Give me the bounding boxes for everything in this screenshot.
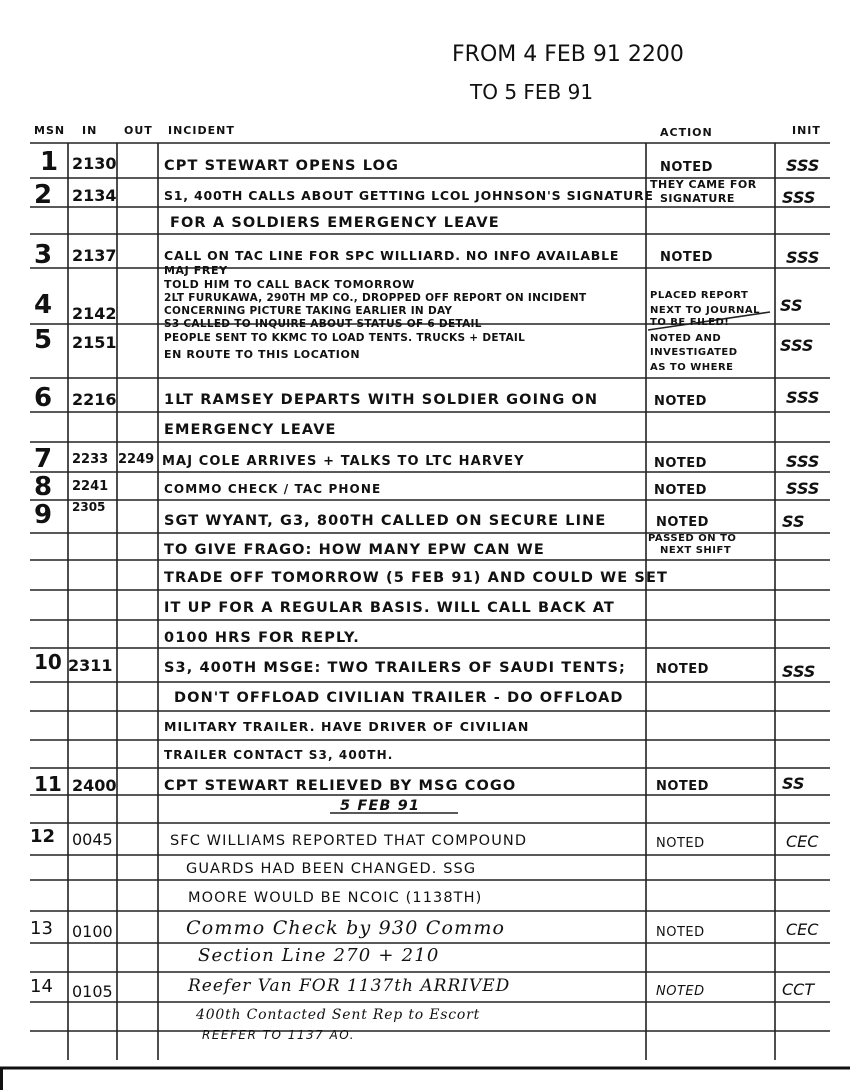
action-text: NOTED AND bbox=[650, 333, 722, 344]
row-number: 10 bbox=[34, 650, 62, 674]
initials: SSS bbox=[786, 479, 820, 498]
incident-text: EMERGENCY LEAVE bbox=[164, 422, 337, 438]
action-text: NOTED bbox=[660, 160, 713, 175]
action-text: NOTED bbox=[656, 836, 705, 851]
action-text: PASSED ON TO bbox=[648, 533, 737, 544]
action-text: NOTED bbox=[654, 394, 707, 409]
time-in: 0105 bbox=[72, 982, 113, 1001]
incident-text: FOR A SOLDIERS EMERGENCY LEAVE bbox=[170, 215, 500, 231]
initials: CCT bbox=[782, 980, 815, 999]
incident-text: Commo Check by 930 Commo bbox=[186, 917, 506, 939]
log-period-to: TO 5 FEB 91 bbox=[470, 80, 594, 104]
incident-text: CONCERNING PICTURE TAKING EARLIER IN DAY bbox=[164, 305, 453, 317]
incident-text: 2LT FURUKAWA, 290TH MP CO., DROPPED OFF REPORT ON INCIDENT bbox=[164, 292, 587, 304]
initials: CEC bbox=[786, 920, 819, 939]
incident-text: CPT STEWART RELIEVED BY MSG COGO bbox=[164, 778, 517, 794]
log-period-from: FROM 4 FEB 91 2200 bbox=[452, 42, 684, 67]
action-text: NOTED bbox=[654, 483, 707, 498]
time-in: 2241 bbox=[72, 479, 109, 494]
initials: SSS bbox=[786, 388, 820, 407]
row-number: 5 bbox=[34, 325, 53, 355]
incident-text: Reefer Van FOR 1137th ARRIVED bbox=[188, 976, 511, 996]
row-number: 3 bbox=[34, 240, 53, 270]
action-text: THEY CAME FOR bbox=[650, 178, 757, 191]
initials: SSS bbox=[782, 188, 816, 207]
column-header-out: OUT bbox=[124, 124, 153, 137]
row-number: 13 bbox=[30, 918, 53, 939]
time-in: 2137 bbox=[72, 246, 117, 265]
incident-text: S3, 400TH MSGE: TWO TRAILERS OF SAUDI TENTS; bbox=[164, 660, 626, 676]
initials: SSS bbox=[780, 336, 814, 355]
column-header-action: ACTION bbox=[660, 126, 713, 139]
action-text: AS TO WHERE bbox=[650, 362, 734, 373]
incident-text: Section Line 270 + 210 bbox=[198, 945, 440, 966]
column-header-init: INIT bbox=[792, 124, 821, 137]
date-subheader: 5 FEB 91 bbox=[340, 798, 421, 814]
initials: SSS bbox=[786, 156, 820, 175]
row-number: 2 bbox=[34, 180, 53, 210]
incident-text: SGT WYANT, G3, 800TH CALLED ON SECURE LINE bbox=[164, 513, 607, 529]
action-text: TO BE FILED! bbox=[650, 317, 730, 328]
column-header-msn: MSN bbox=[34, 124, 66, 137]
incident-text: 1LT RAMSEY DEPARTS WITH SOLDIER GOING ON bbox=[164, 392, 599, 408]
initials: SSS bbox=[786, 452, 820, 471]
time-in: 2305 bbox=[72, 500, 106, 514]
incident-text: CPT STEWART OPENS LOG bbox=[164, 158, 399, 174]
time-in: 2130 bbox=[72, 154, 117, 173]
row-number: 11 bbox=[34, 772, 62, 796]
column-header-in: IN bbox=[82, 124, 98, 137]
incident-text: DON'T OFFLOAD CIVILIAN TRAILER - DO OFFLOAD bbox=[174, 690, 624, 706]
action-text: NOTED bbox=[656, 925, 705, 940]
row-number: 12 bbox=[30, 826, 56, 847]
action-text: SIGNATURE bbox=[660, 192, 735, 205]
row-number: 6 bbox=[34, 383, 53, 413]
incident-text: TO GIVE FRAGO: HOW MANY EPW CAN WE bbox=[164, 542, 545, 558]
row-number: 4 bbox=[34, 290, 53, 320]
incident-text: 0100 HRS FOR REPLY. bbox=[164, 630, 360, 646]
time-in: 2216 bbox=[72, 390, 117, 409]
action-text: INVESTIGATED bbox=[650, 347, 738, 358]
incident-text: IT UP FOR A REGULAR BASIS. WILL CALL BACK AT bbox=[164, 600, 615, 616]
incident-text: EN ROUTE TO THIS LOCATION bbox=[164, 348, 361, 361]
time-in: 2134 bbox=[72, 186, 117, 205]
incident-text: REEFER TO 1137 AO. bbox=[202, 1028, 356, 1042]
action-text: PLACED REPORT bbox=[650, 290, 749, 301]
action-text: NEXT SHIFT bbox=[660, 545, 732, 556]
incident-text: MAJ COLE ARRIVES + TALKS TO LTC HARVEY bbox=[162, 454, 525, 469]
incident-text: GUARDS HAD BEEN CHANGED. SSG bbox=[186, 861, 477, 877]
initials: SS bbox=[780, 296, 803, 315]
incident-text: TRAILER CONTACT S3, 400TH. bbox=[164, 748, 394, 762]
time-in: 2233 bbox=[72, 452, 109, 467]
time-out: 2249 bbox=[118, 452, 155, 467]
column-header-incident: INCIDENT bbox=[168, 124, 235, 137]
action-text: NOTED bbox=[656, 662, 709, 677]
action-text: NOTED bbox=[656, 984, 705, 999]
row-number: 14 bbox=[30, 976, 53, 997]
incident-text: S3 CALLED TO INQUIRE ABOUT STATUS OF 6 DETAIL bbox=[164, 318, 482, 330]
action-text: NOTED bbox=[656, 779, 709, 794]
initials: SSS bbox=[782, 662, 816, 681]
time-in: 2311 bbox=[68, 656, 113, 675]
initials: SSS bbox=[786, 248, 820, 267]
incident-text: SFC WILLIAMS REPORTED THAT COMPOUND bbox=[170, 833, 528, 849]
initials: SS bbox=[782, 512, 805, 531]
incident-text: CALL ON TAC LINE FOR SPC WILLIARD. NO INFO AVAILABLE bbox=[164, 248, 620, 263]
incident-text: COMMO CHECK / TAC PHONE bbox=[164, 482, 382, 496]
row-number: 8 bbox=[34, 472, 53, 502]
initials: CEC bbox=[786, 832, 819, 851]
action-text: NOTED bbox=[654, 456, 707, 471]
incident-text: 400th Contacted Sent Rep to Escort bbox=[196, 1007, 481, 1023]
action-text: NOTED bbox=[660, 250, 713, 265]
time-in: 2142 bbox=[72, 304, 117, 323]
action-text: NEXT TO JOURNAL bbox=[650, 305, 761, 316]
incident-text: S1, 400TH CALLS ABOUT GETTING LCOL JOHNSON'S SIGNATURE bbox=[164, 188, 654, 203]
incident-text: MOORE WOULD BE NCOIC (1138TH) bbox=[188, 890, 483, 906]
time-in: 0045 bbox=[72, 830, 113, 849]
time-in: 0100 bbox=[72, 922, 113, 941]
row-number: 9 bbox=[34, 500, 53, 530]
initials: SS bbox=[782, 774, 805, 793]
incident-text: MILITARY TRAILER. HAVE DRIVER OF CIVILIAN bbox=[164, 719, 530, 734]
incident-text: TOLD HIM TO CALL BACK TOMORROW bbox=[164, 278, 415, 291]
incident-text: PEOPLE SENT TO KKMC TO LOAD TENTS. TRUCKS + DETAIL bbox=[164, 332, 526, 344]
row-number: 1 bbox=[40, 147, 59, 177]
time-in: 2400 bbox=[72, 776, 117, 795]
incident-text: MAJ FREY bbox=[164, 264, 228, 277]
row-number: 7 bbox=[34, 444, 53, 474]
action-text: NOTED bbox=[656, 515, 709, 530]
time-in: 2151 bbox=[72, 333, 117, 352]
incident-text: TRADE OFF TOMORROW (5 FEB 91) AND COULD WE SET bbox=[164, 570, 668, 586]
